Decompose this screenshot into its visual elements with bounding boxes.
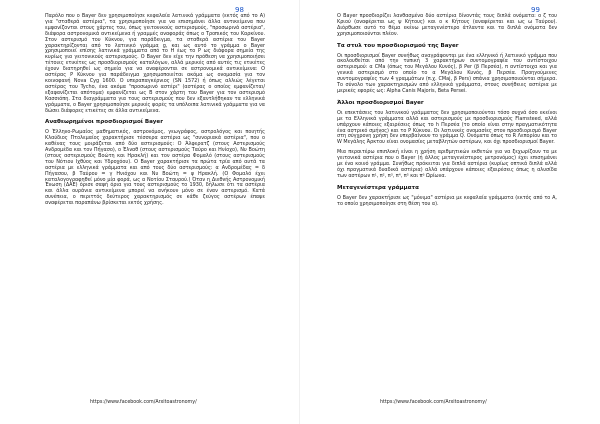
paragraph: Ο Bayer δεν χαρακτήρισε ως "μόνιμα" αστέρια με κεφαλαία γράμματα (εκτός από το A, το οποίο χρησιμοποίησε στη θέση του α). — [337, 194, 557, 207]
paragraph: Ο Έλληνο-Ρωμαίος μαθηματικός, αστρονόμος, γεωγράφος, αστρολόγος και ποιητής Κλαύδιος Πτολεμαίος χαρακτήρισε τέσσερα αστέρια ως "συνοριακά αστέρια", που ο καθένας τους μοιράζεται από δύο αστερισμούς: Ο Άλφερατζ (στους Αστερισμούς Ανδρομέδα και τον Πήγασο), ο Έλναθ (στους αστερισμούς Ταύρο και Ηνίοχο), Νυ Βοώτη (στους αστερισμούς Βοώτη και Ηρακλή) και τον αστέρα Φομαλό (στους αστερισμούς του Νότιου Ιχθύος και Υδροχόου). Ο Bayer χαρακτήρισε τα πρώτα τρία από αυτά τα αστέρια με ελληνικά γράμματα και από τους δύο αστερισμούς: α Ανδρομέδας = δ Πήγασου, β Ταύρου = γ Ηνιόχου και Νυ Βοώτη = ψ Ηρακλή. (Ο Φομαλό έχει καταλογογραφηθεί μόνο μία φορά, ως α Νοτίου Σταυρού.) Όταν η Διεθνής Αστρονομική Ένωση (ΔΑΕ) όρισε σαφή όρια για τους αστερισμούς το 1930, δήλωσε ότι τα αστέρια και άλλα ουράνια αντικείμενα μπορεί να ανήκουν μόνο σε έναν αστερισμό. Κατά συνέπεια, ο περιττός δεύτερος χαρακτηρισμός σε κάθε ζεύγος αστέρων έπαψε αναφέρεται παραπάνω βρίσκεται εκτός χρήσης. — [45, 129, 265, 207]
right-page — [300, 0, 600, 424]
page-number: 99 — [531, 6, 540, 14]
paragraph: Μια περαιτέρω επιπλοκή είναι η χρήση αριθμητικών εκθετών για να ξεχωρίζουν τα με γειτονικά αστέρια που ο Bayer (ή άλλος μεταγενέστερος μετρονόμος) έχει επισημάνει με ένα κοινό γράμμα. Συνήθως πρόκειται για διπλά αστέρια (κυρίως οπτικά διπλά αλλά όχι πραγματικά δυαδικά αστέρια) αλλά υπάρχουν κάποιες εξαιρέσεις όπως η αλυσίδα των αστέρων π¹, π², π³, π⁴, π⁵ και π⁶ Ωρίωνα. — [337, 149, 557, 179]
section-heading: Μεταγενέστερα γράμματα — [337, 184, 419, 191]
paragraph: Παρόλο που ο Bayer δεν χρησιμοποίησε κεφαλαία λατινικά γράμματα (εκτός από το A) για "σταθερά αστέρια", τα χρησιμοποίησε για να επισημάνει άλλα αντικείμενα που εμφανίζονται στους χάρτες του, όπως γειτονικούς αστερισμούς, "προσωρινά αστέρια", διάφορα αστρονομικά αντικείμενα ή γραμμές αναφοράς όπως ο Τροπικός του Καρκίνου. Στον αστερισμό του Κύκνου, για παράδειγμα, τα σταθερά αστέρια του Bayer χαρακτηρίζονται από το λατινικό γράμμα g, και ως αυτό το γράμμα ο Bayer χρησιμοποιεί επίσης λατινικά γράμματα από το H έως το P ως διάφορα σημεία της κυρίως για γειτονικούς αστερισμούς. Ο Bayer δεν είχε την πρόθεση να χρησιμοποιήσει τέτοιες ετικέτες ως προσδιορισμούς καταλόγων, αλλά μερικές από αυτές τις ετικέτες έχουν διατηρηθεί ως σημεία για να αναφέρονται σε αστρονομικά αντικείμενα: Ο αστέρας P Κύκνου για παράδειγμα χρησιμοποιείται ακόμα ως ονομασία για τον κοινοφανή Nova Cyg 1600. Ο υπεραπαγκέρνιος (SN 1572) ή όπως αλλιώς λέγεται αστέρας του Tycho, ένα ακόμα "προσωρινό αστέρι" (αστέρας ο οποίος εμφανίζεται/εξαφανίζεται απότομα) εμφανίζεται ως B στον χάρτη του Bayer για τον αστερισμό Κασσιόπη. Στα διαγράμματα για τους αστερισμούς που δεν εξαντλήθηκαν τα ελληνικά γράμματα, ο Bayer χρησιμοποίησε μερικές φορές τα υπόλοιπα λατινικά γράμματα για να δώσει διάφορες ετικέτες σε άλλα αντικείμενα. — [45, 13, 265, 114]
section-heading: Άλλοι προσδιορισμοί Bayer — [337, 99, 424, 106]
section-heading: Αναθεωρημένοι προσδιορισμοί Bayer — [45, 119, 163, 126]
footer-url: https://www.facebook.com/Arxitoastronomy/ — [90, 400, 197, 405]
paragraph: Οι επεκτάσεις του λατινικού γράμματος δεν χρησιμοποιούνται τόσο συχνά όσο εκείνοι με τα Ελληνικά γράμματα αλλά και αστερισμούς με προσδιορισμούς Flamsteed, αλλά υπάρχουν κάποιες εξαιρέσεις όπως το h Περσέα (το οποίο είναι στην πραγματικότητα ένα αστρικό σμήνος) και το P Κύκνου. Οι λατινικές ονομασίες στον προσδιορισμό Bayer στη σύγχρονη χρήση δεν υπερβαίνουν το γράμμα Q. Ονόματα όπως το R Λεπορίου και το W Μεγάλης Άρκτου είναι ονομασίες μεταβλητών αστέρων, και όχι προσδιορισμοί Bayer. — [337, 109, 557, 146]
right-text-column — [337, 14, 557, 211]
page-number: 98 — [235, 6, 244, 14]
section-heading: Τα στυλ του προσδιορισμού της Bayer — [337, 42, 459, 49]
paragraph: Ο Bayer προσδιορίζει λανθασμένα δύο αστέρια δίνοντάς τους διπλά ονόματα: ο ζ του Κριού (αναφέρεται ως ψ Κήτους) και ο κ Κήτους (αναφέρεται και ως ω Ταύρου). Διόρθωσε αυτό το θέμα εκένω μεταγενέστερο άτλαντα και τα διπλά ονόματα δεν χρησιμοποιούνται πλέον. — [337, 13, 557, 37]
left-text-column — [45, 14, 265, 211]
footer-url: https://www.facebook.com/Arxitoastronomy/ — [380, 400, 487, 405]
paragraph: Οι προσδιορισμοί Bayer συνήθως αναγράφονται με ένα ελληνικό ή λατινικό γράμμα που ακολουθείται από την τυπική 3 χαρακτήρων συντομογραφία του αντίστοιχου αστερισμού: α CMa (όπως του Μεγάλου Κυνός), β Per (β Περσέα), π αντίστοιχα και για γενικά αστερισμό στο οποίο το α Μεγάλου Κυνός, β Περσέα. Προηγούμενες συντομογραφίες των 4 γραμμάτων (π.χ. CMaj, β Pers) σπάνια χρησιμοποιούνται σήμερα. Το σύνολο των χαρακτηρισμών από ελληνικά γράμματα, στους συνήθειες αστέρια με μερικές εφορές ως: Alpha Canis Majoris, Beta Persei. — [337, 52, 557, 94]
